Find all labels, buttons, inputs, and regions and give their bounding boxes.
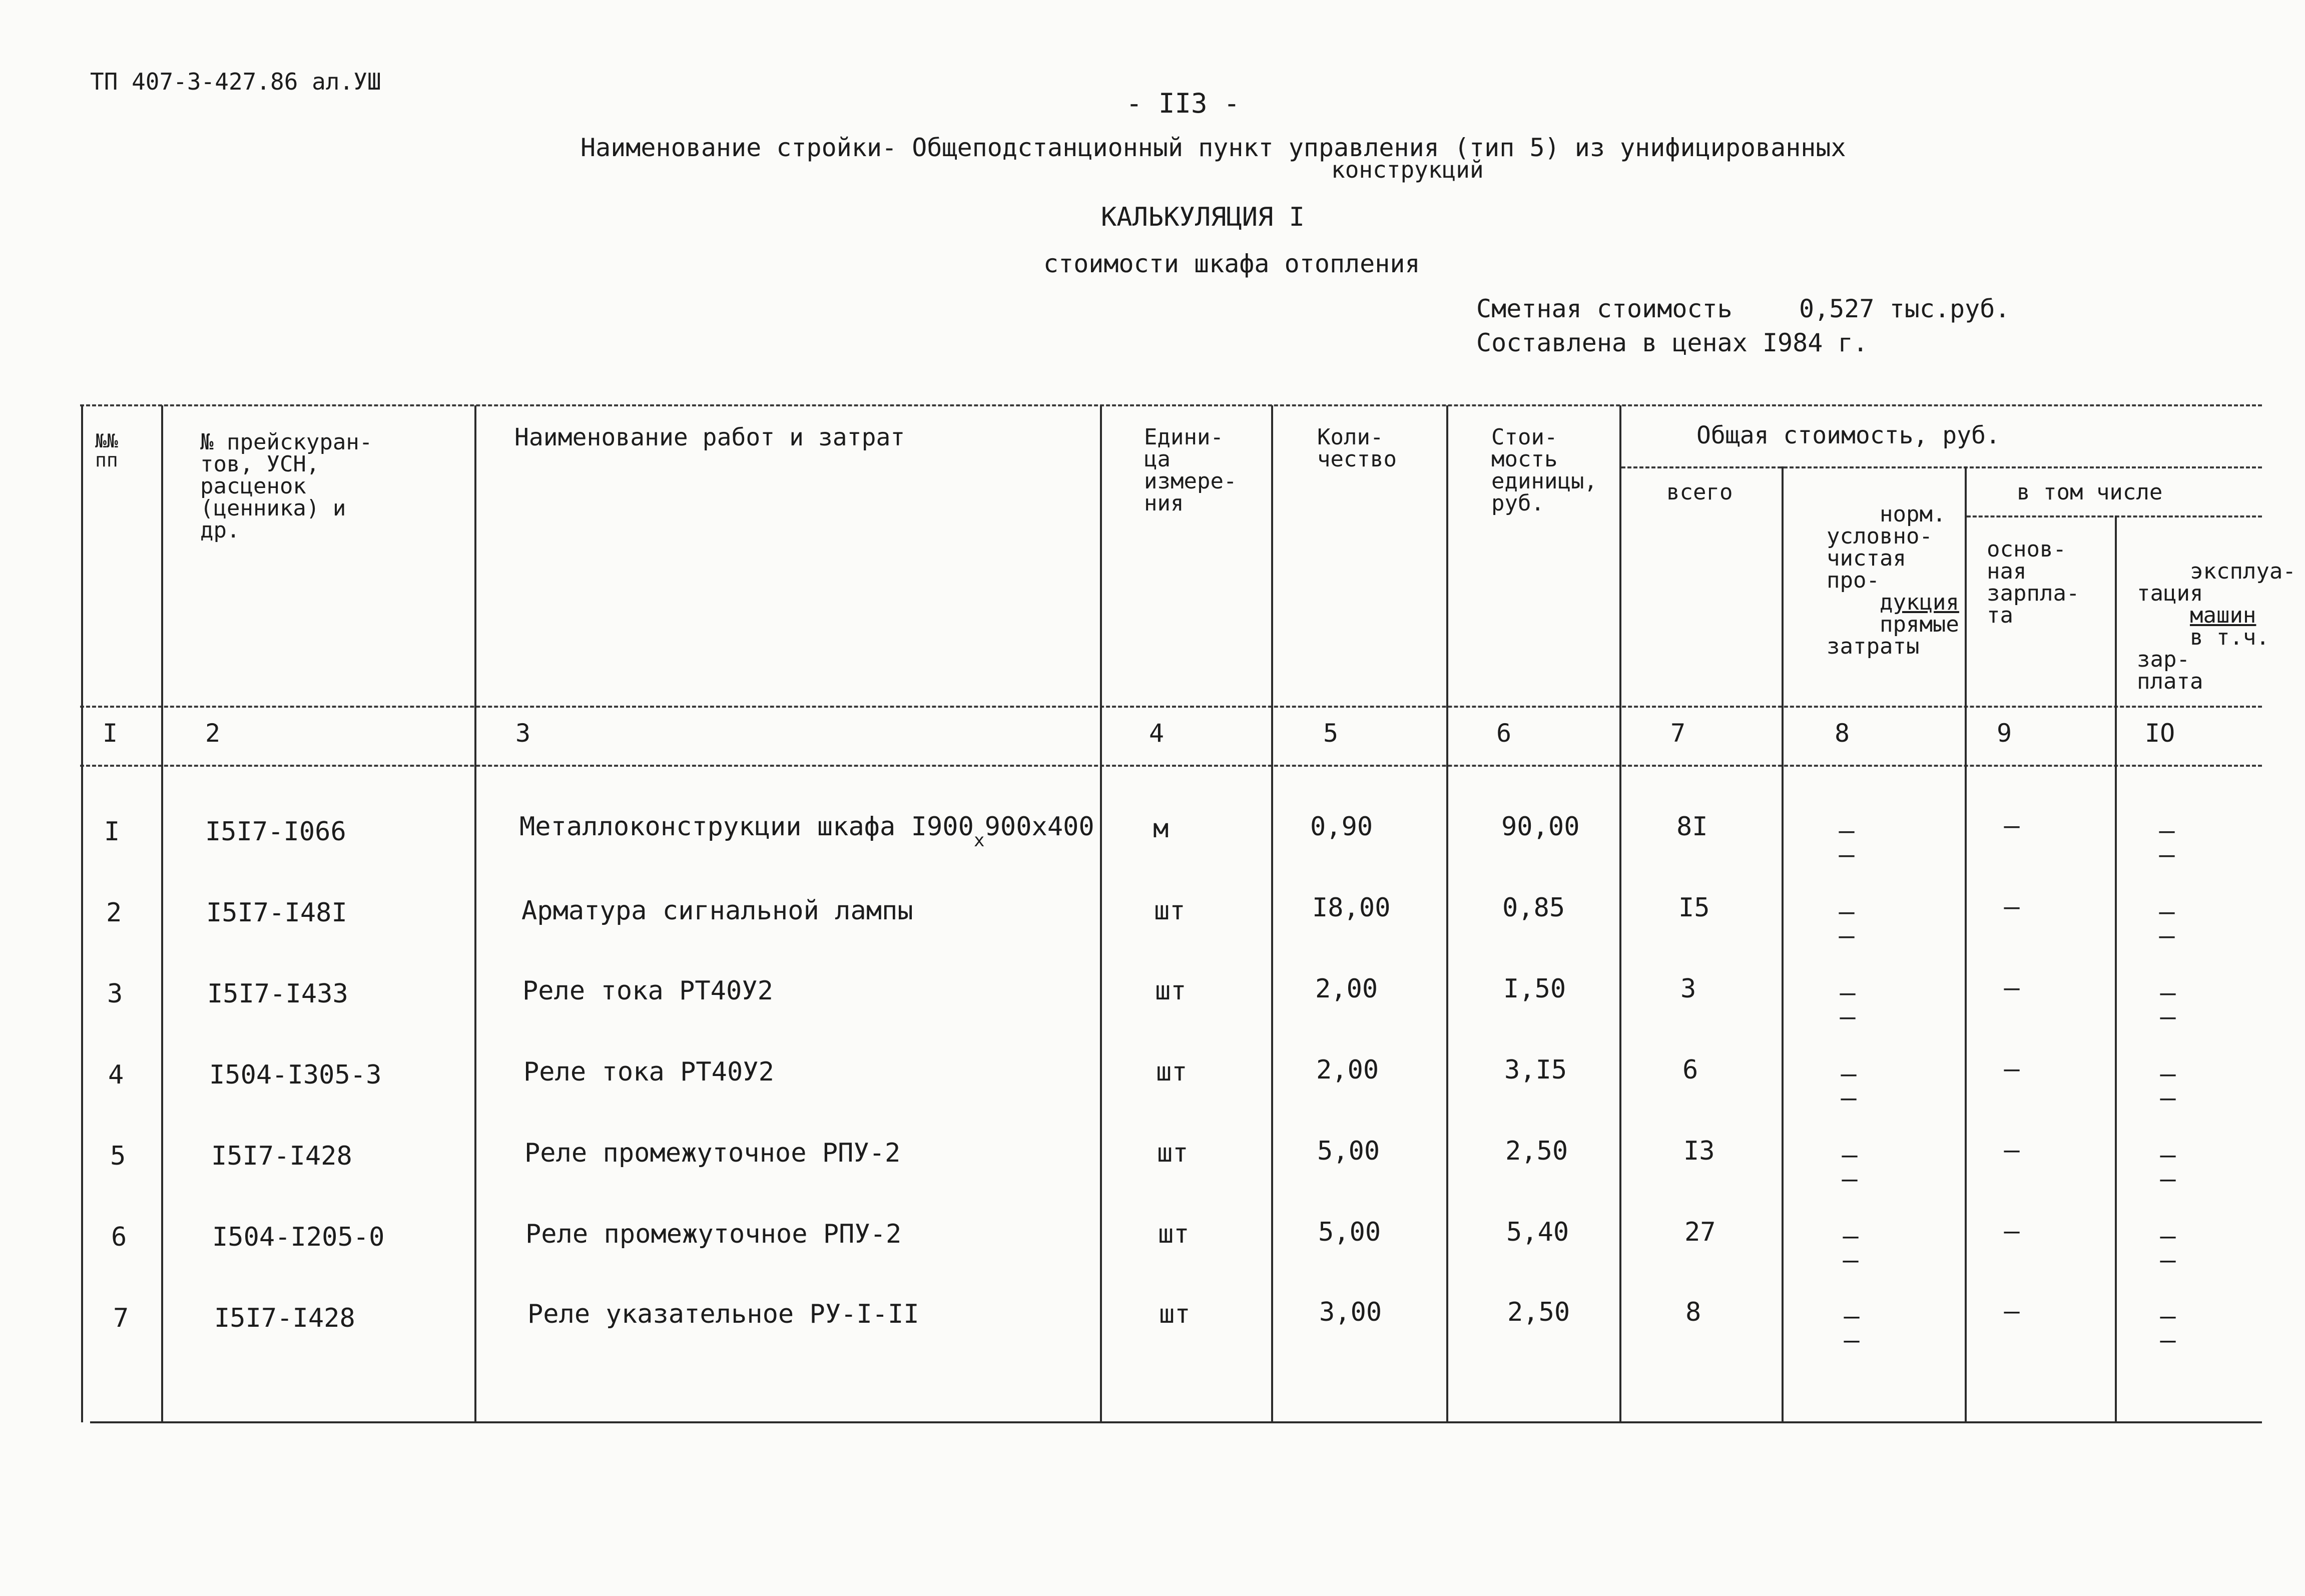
row-2-net-production: – –: [1839, 897, 1855, 951]
header-work-name: Наименование работ и затрат: [514, 423, 905, 451]
calculation-subtitle: стоимости шкафа отопления: [1043, 249, 1420, 278]
column-number-10: IO: [2145, 719, 2175, 748]
row-1-number: I: [104, 817, 120, 847]
subgroup-divider-line: [1967, 515, 2262, 517]
header-base-salary: основ- ная зарпла- та: [1987, 537, 2080, 628]
col-divider-9: [2115, 515, 2117, 1422]
row-7-net-production: – –: [1844, 1301, 1860, 1355]
row-7-total: 8: [1685, 1297, 1701, 1327]
row-7-unit: шт: [1159, 1299, 1191, 1329]
row-7-name: Реле указательное РУ-I-II: [527, 1299, 919, 1329]
table-left-border: [81, 405, 83, 1422]
construction-name: Наименование стройки- Общеподстанционный пункт управления (тип 5) из унифицированных: [581, 133, 1846, 162]
row-2-unit: шт: [1154, 896, 1186, 926]
row-1-code: I5I7-I066: [205, 817, 346, 847]
row-3-total: 3: [1680, 974, 1696, 1004]
row-3-number: 3: [107, 979, 123, 1009]
row-5-number: 5: [110, 1141, 126, 1171]
column-number-5: 5: [1323, 719, 1339, 748]
row-4-base-salary: –: [2004, 1054, 2020, 1084]
row-7-number: 7: [113, 1303, 129, 1333]
col-divider-6: [1619, 405, 1621, 1422]
row-6-total: 27: [1684, 1217, 1716, 1247]
row-2-code: I5I7-I48I: [206, 898, 347, 928]
row-5-unit: шт: [1157, 1138, 1189, 1168]
row-5-total: I3: [1683, 1136, 1715, 1166]
row-3-base-salary: –: [2004, 973, 2020, 1003]
row-7-machine-operation: – –: [2160, 1301, 2176, 1355]
row-1-total: 8I: [1676, 812, 1708, 842]
row-6-net-production: – –: [1843, 1221, 1859, 1275]
row-1-name: Металлоконструкции шкафа $I900_х900х400$: [519, 812, 1094, 851]
row-7-unit-cost: 2,50: [1507, 1297, 1570, 1327]
row-3-net-production: – –: [1840, 978, 1856, 1032]
estimate-cost-label: Сметная стоимость: [1476, 294, 1733, 323]
row-4-name: Реле тока РТ40У2: [523, 1057, 774, 1087]
header-bottom-line: [80, 706, 2262, 708]
row-6-base-salary: –: [2004, 1216, 2020, 1246]
row-7-quantity: 3,00: [1319, 1297, 1382, 1327]
header-net-production: норм. условно- чистая про- дукция прямые затраты: [1827, 501, 1959, 659]
row-6-number: 6: [111, 1222, 127, 1252]
row-4-total: 6: [1682, 1055, 1698, 1085]
col-divider-2: [474, 405, 476, 1422]
column-number-2: 2: [205, 719, 221, 748]
row-5-machine-operation: – –: [2160, 1140, 2176, 1194]
row-2-number: 2: [106, 898, 122, 928]
row-1-net-production: – –: [1839, 816, 1855, 870]
header-unit: Едини- ца измере- ния: [1144, 424, 1237, 516]
header-machine-operation: эксплуа- тация машин в т.ч. зар- плата: [2137, 559, 2296, 694]
col-divider-1: [161, 405, 163, 1422]
row-3-unit: шт: [1155, 976, 1187, 1006]
header-total: всего: [1666, 479, 1733, 505]
row-4-unit-cost: 3,I5: [1504, 1055, 1567, 1085]
construction-name-continuation: конструкций: [1331, 156, 1484, 183]
row-7-base-salary: –: [2004, 1296, 2020, 1326]
row-1-unit-cost: 90,00: [1501, 812, 1580, 842]
column-number-9: 9: [1997, 719, 2012, 748]
row-6-unit: шт: [1158, 1219, 1190, 1249]
row-4-machine-operation: – –: [2160, 1059, 2176, 1113]
row-2-unit-cost: 0,85: [1502, 893, 1565, 923]
col-divider-7: [1782, 466, 1784, 1422]
row-2-name: Арматура сигнальной лампы: [521, 896, 913, 926]
column-number-3: 3: [515, 719, 531, 748]
row-3-machine-operation: – –: [2160, 978, 2176, 1032]
row-5-quantity: 5,00: [1317, 1136, 1380, 1166]
header-price-list: № прейскуран- тов, УСН, расценок (ценника) и др.: [200, 429, 373, 543]
row-2-total: I5: [1678, 893, 1710, 923]
row-3-code: I5I7-I433: [207, 979, 348, 1009]
header-unit-cost: Стои- мость единицы, руб.: [1491, 424, 1597, 516]
row-6-unit-cost: 5,40: [1506, 1217, 1569, 1247]
row-4-net-production: – –: [1841, 1059, 1857, 1113]
col-divider-4: [1271, 405, 1273, 1422]
row-2-base-salary: –: [2004, 892, 2020, 922]
column-number-4: 4: [1149, 719, 1165, 748]
row-1-machine-operation: – –: [2159, 816, 2175, 870]
row-1-base-salary: –: [2004, 811, 2020, 841]
prices-note: Составлена в ценах I984 г.: [1476, 328, 1868, 357]
col-divider-3: [1100, 405, 1102, 1422]
row-5-code: I5I7-I428: [211, 1141, 352, 1171]
row-5-net-production: – –: [1842, 1140, 1858, 1194]
row-1-unit: м: [1153, 814, 1169, 844]
row-5-base-salary: –: [2004, 1135, 2020, 1165]
row-4-unit: шт: [1156, 1057, 1188, 1087]
row-1-quantity: 0,90: [1310, 812, 1373, 842]
row-4-quantity: 2,00: [1316, 1055, 1379, 1085]
table-bottom-border: [90, 1421, 2262, 1423]
table-top-border: [80, 404, 2262, 406]
row-2-machine-operation: – –: [2159, 897, 2175, 951]
row-4-number: 4: [108, 1060, 124, 1090]
calculation-title: КАЛЬКУЛЯЦИЯ I: [1101, 202, 1305, 232]
row-6-machine-operation: – –: [2160, 1221, 2176, 1275]
column-numbers-bottom-line: [80, 765, 2262, 767]
row-3-quantity: 2,00: [1315, 974, 1378, 1004]
row-5-unit-cost: 2,50: [1505, 1136, 1568, 1166]
row-3-name: Реле тока РТ40У2: [522, 976, 773, 1006]
col-divider-5: [1446, 405, 1448, 1422]
row-5-name: Реле промежуточное РПУ-2: [524, 1138, 901, 1168]
row-6-quantity: 5,00: [1318, 1217, 1381, 1247]
header-row-number: №№ пп: [95, 430, 118, 471]
column-number-7: 7: [1670, 719, 1686, 748]
group-divider-line: [1621, 466, 2262, 468]
row-6-name: Реле промежуточное РПУ-2: [525, 1219, 902, 1249]
row-7-code: I5I7-I428: [214, 1303, 355, 1333]
column-number-8: 8: [1835, 719, 1850, 748]
header-quantity: Коли- чество: [1317, 424, 1397, 472]
header-including-group: в том числе: [2017, 479, 2163, 505]
column-number-1: I: [103, 719, 118, 748]
page-number: - II3 -: [1126, 88, 1240, 119]
header-total-cost-group: Общая стоимость, руб.: [1696, 421, 2000, 449]
document-code: ТП 407-3-427.86 ал.УШ: [90, 68, 381, 95]
row-6-code: I504-I205-0: [212, 1222, 385, 1252]
row-3-unit-cost: I,50: [1503, 974, 1566, 1004]
col-divider-8: [1965, 466, 1967, 1422]
estimate-cost-value: 0,527 тыс.руб.: [1799, 294, 2010, 323]
column-number-6: 6: [1496, 719, 1512, 748]
row-2-quantity: I8,00: [1312, 893, 1391, 923]
row-4-code: I504-I305-3: [209, 1060, 382, 1090]
